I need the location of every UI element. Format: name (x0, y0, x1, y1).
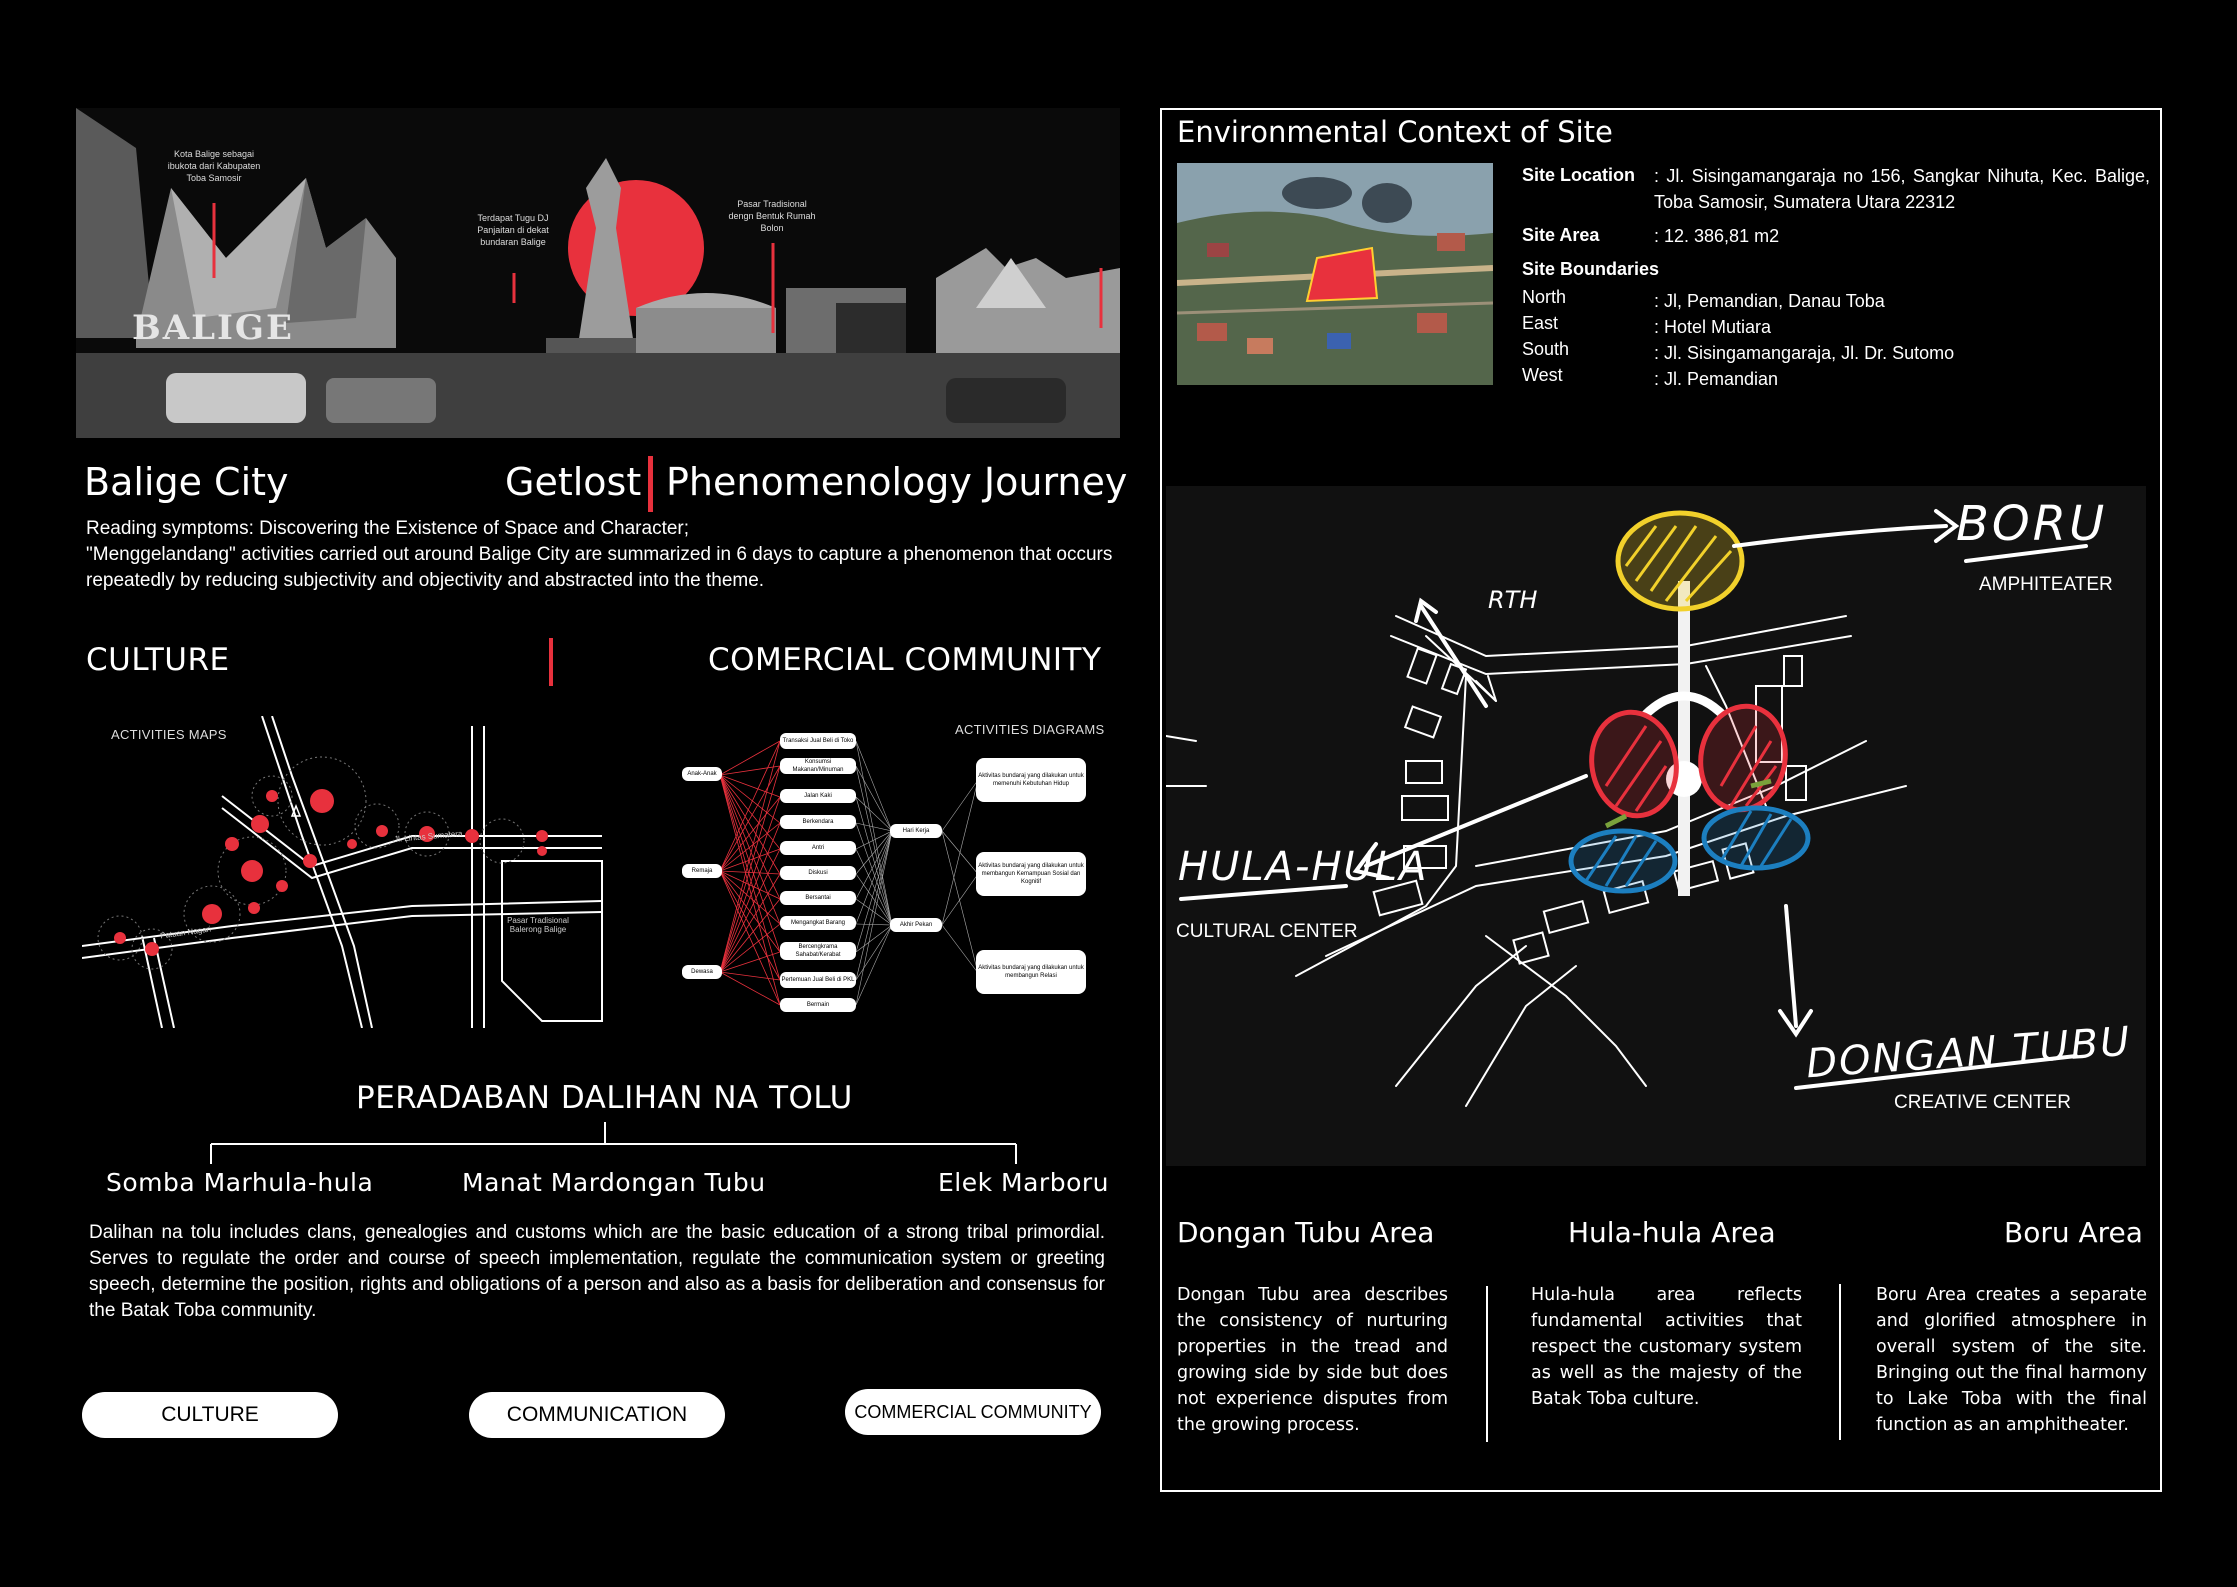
balige-sign: BALIGE (132, 308, 294, 348)
site-area-label: Site Area (1522, 225, 1600, 245)
area-title-dongan: Dongan Tubu Area (1177, 1216, 1435, 1249)
commercial-title: COMERCIAL COMMUNITY (708, 642, 1102, 678)
title-getlost: Getlost (505, 460, 642, 504)
road-label-lintas-sumatera: Jl. Lintas Sumatera (393, 829, 463, 844)
peradaban-description: Dalihan na tolu includes clans, genealogies and customs which are the basic education of a strong tribal primordial. Serves to regulate the order and course of speech implementation, regulate the communication system or greeting speech, determine the position, rights and obligations of a person and also as a basis for deliberation and consensus for the Batak Toba community. (89, 1222, 1105, 1321)
area-desc-boru: Boru Area creates a separate and glorified atmosphere in overall system of the site. Bringing out the final harmony to Lake Toba with the final function as an amphitheater. (1876, 1285, 2147, 1435)
sketch-label-dongan: DONGAN TUBU (1804, 1018, 2133, 1088)
boundary-west-value: : Jl. Pemandian (1654, 369, 1779, 389)
peradaban-tree-lines (208, 1122, 1020, 1164)
hero-note-1: Kota Balige sebagai ibukota dari Kabupaten Toba Samosir (167, 149, 261, 183)
hero-collage (76, 108, 1120, 438)
peradaban-item-1: Somba Marhula-hula (106, 1168, 374, 1197)
diagram-activity-9: Bercengkrama Sahabat/Kerabat (780, 942, 856, 960)
sketch-label-hula: HULA-HULA (1178, 844, 1429, 890)
boundary-south-label: South (1522, 339, 1570, 359)
diagram-activity-7: Bersantai (780, 891, 856, 905)
site-boundaries-label: Site Boundaries (1522, 259, 1660, 279)
diagram-activity-5: Antri (780, 841, 856, 855)
sketch-label-cultural-center: CULTURAL CENTER (1176, 921, 1358, 942)
intro-text (86, 516, 1126, 594)
boundary-south-value: : Jl. Sisingamangaraja, Jl. Dr. Sutomo (1654, 343, 1955, 363)
diagram-result-1: Aktivitas bundaraj yang dilakukan untuk memenuhi Kebutuhan Hidup (976, 758, 1086, 802)
boundary-north-label: North (1522, 287, 1567, 307)
site-location-label: Site Location (1522, 165, 1636, 185)
peradaban-item-2: Manat Mardongan Tubu (462, 1168, 766, 1197)
title-divider (648, 456, 653, 512)
boundary-east-label: East (1522, 313, 1559, 333)
diagram-activity-8: Mengangkat Barang (780, 916, 856, 930)
diagram-activity-6: Diskusi (780, 866, 856, 880)
site-satellite-photo (1177, 163, 1493, 385)
diagram-group-1: Anak-Anak (682, 767, 722, 781)
boru-shape (1618, 513, 1742, 609)
section-divider (549, 638, 553, 686)
site-location-value: : Jl. Sisingamangaraja no 156, Sangkar Nihuta, Kec. Balige, Toba Samosir, Sumatera Utara 22312 (1654, 166, 2150, 212)
hero-note-2: Terdapat Tugu DJ Panjaitan di dekat bundaran Balige (477, 213, 549, 247)
diagram-time-1: Hari Kerja (890, 824, 942, 838)
hero-note-3: Pasar Tradisional dengn Bentuk Rumah Bolon (728, 199, 816, 233)
diagram-result-3: Aktivitas bundaraj yang dilakukan untuk membangun Relasi (976, 950, 1086, 994)
boundary-west-label: West (1522, 365, 1563, 385)
activities-map (82, 716, 612, 1028)
sketch-label-boru: BORU (1956, 496, 2108, 552)
sketch-label-amphiteater: AMPHITEATER (1979, 574, 2113, 595)
area-divider-1 (1486, 1286, 1488, 1442)
area-divider-2 (1839, 1284, 1841, 1440)
diagram-activity-4: Berkendara (780, 815, 856, 829)
diagram-activity-10: Pertemuan Jual Beli di PKL (780, 972, 856, 988)
site-area-value: : 12. 386,81 m2 (1654, 226, 1780, 246)
diagram-activity-1: Transaksi Jual Beli di Toko (780, 733, 856, 749)
area-desc-hula: Hula-hula area reflects fundamental activities that respect the customary system as well as the majesty of the Batak Toba culture. (1531, 1285, 1802, 1409)
environment-title: Environmental Context of Site (1177, 115, 1613, 149)
diagram-group-3: Dewasa (682, 965, 722, 979)
intro-line-1: Reading symptoms: Discovering the Existence of Space and Character; (86, 518, 690, 539)
activities-maps-label: ACTIVITIES MAPS (111, 727, 227, 742)
concept-sketch-board (1166, 486, 2146, 1166)
sketch-label-creative-center: CREATIVE CENTER (1894, 1092, 2072, 1113)
pill-culture[interactable]: CULTURE (82, 1392, 338, 1438)
diagram-activity-3: Jalan Kaki (780, 789, 856, 803)
pill-communication[interactable]: COMMUNICATION (469, 1392, 725, 1438)
area-title-hula: Hula-hula Area (1568, 1216, 1776, 1249)
boundary-east-value: : Hotel Mutiara (1654, 317, 1772, 337)
diagram-result-2: Aktivitas bundaraj yang dilakukan untuk membangun Kemampuan Sosial dan Kognitif (976, 852, 1086, 896)
peradaban-item-3: Elek Marboru (938, 1168, 1110, 1197)
diagram-activity-11: Bermain (780, 998, 856, 1012)
title-journey: Phenomenology Journey (666, 460, 1128, 504)
title-balige-city: Balige City (84, 460, 289, 504)
intro-line-2: "Menggelandang" activities carried out around Balige City are summarized in 6 days to capture a phenomenon that occurs repeatedly by reducing subjectivity and objectivity and abstracted into the theme. (86, 544, 1113, 591)
diagram-activity-2: Konsumsi Makanan/Minuman (780, 758, 856, 774)
market-label: Pasar Tradisional Balerong Balige (507, 916, 569, 934)
road-label-patuan-nagari: Patuan Nagari (159, 924, 212, 941)
sketch-label-rth: RTH (1488, 586, 1538, 614)
peradaban-title: PERADABAN DALIHAN NA TOLU (356, 1080, 853, 1116)
culture-title: CULTURE (86, 642, 230, 678)
pill-commercial-community[interactable]: COMMERCIAL COMMUNITY (845, 1389, 1101, 1435)
diagram-group-2: Remaja (682, 864, 722, 878)
area-desc-dongan: Dongan Tubu area describes the consistency of nurturing properties in the tread and growing side by side but does not experience disputes from the growing process. (1177, 1285, 1448, 1435)
activities-diagrams-label: ACTIVITIES DIAGRAMS (955, 722, 1105, 737)
boundary-north-value: : Jl, Pemandian, Danau Toba (1654, 291, 1885, 311)
area-title-boru: Boru Area (2004, 1216, 2143, 1249)
diagram-time-2: Akhir Pekan (890, 918, 942, 932)
